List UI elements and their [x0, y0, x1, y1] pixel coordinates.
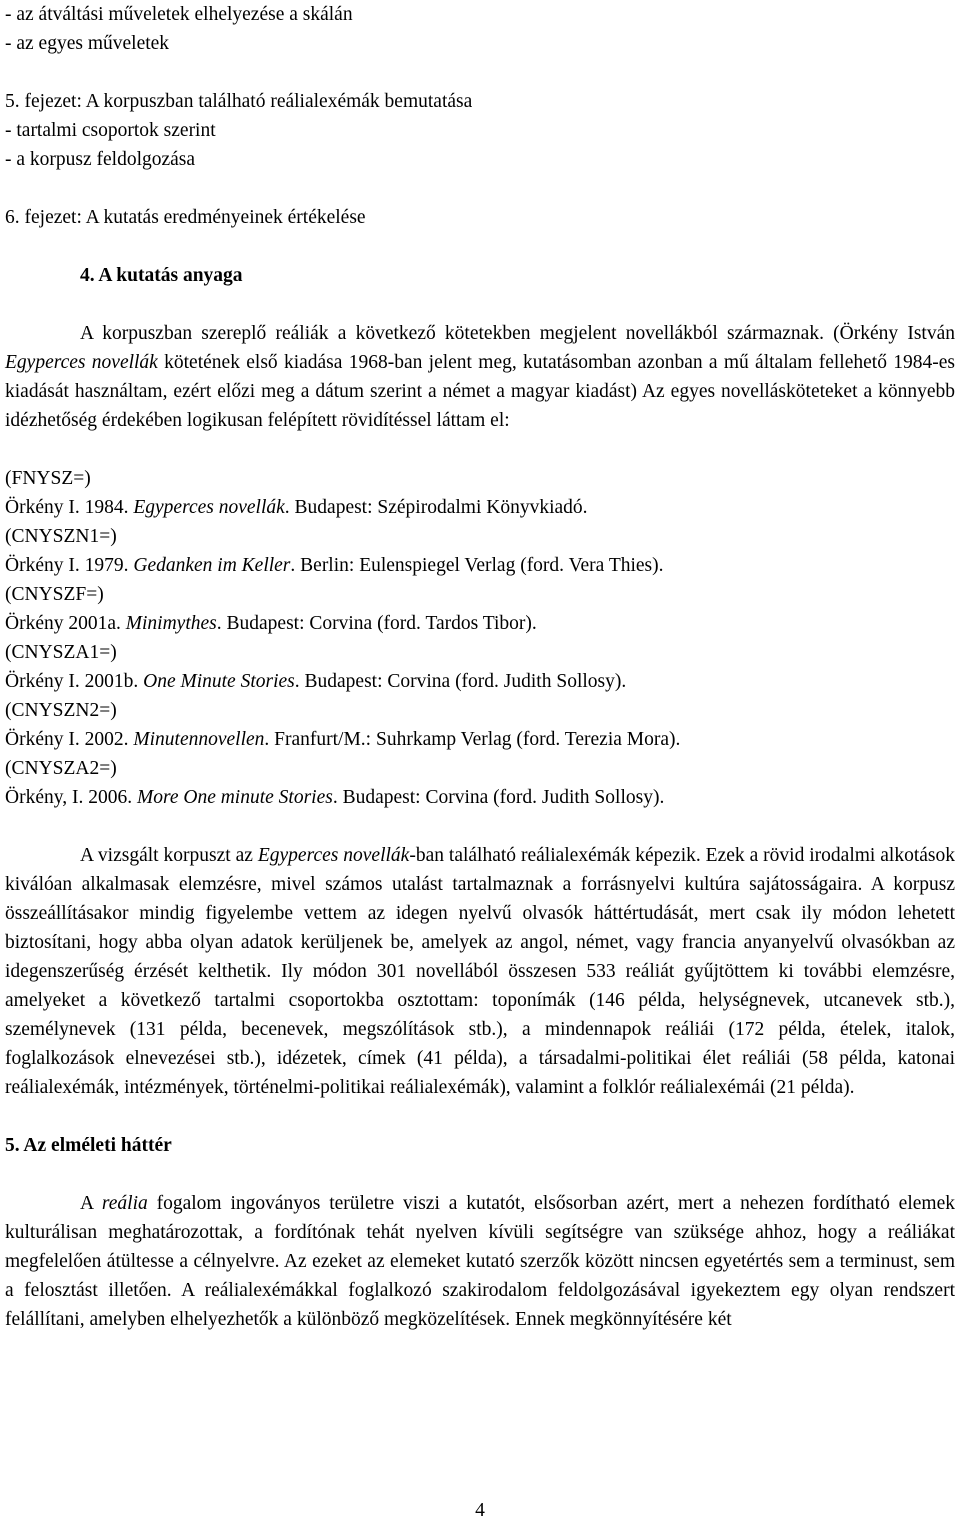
reference-author: Örkény I. 1984.: [5, 497, 134, 518]
outline-chapter: 6. fejezet: A kutatás eredményeinek értékelése: [5, 207, 366, 228]
reference-entry: [5, 493, 955, 522]
document-page: [5, 0, 955, 1334]
reference-entry: [5, 551, 955, 580]
paragraph: [5, 319, 955, 435]
reference-list: [5, 464, 955, 812]
reference-abbr: (CNYSZN2=): [5, 700, 117, 721]
reference-title: One Minute Stories: [143, 671, 295, 692]
reference-publisher: . Budapest: Szépirodalmi Könyvkiadó.: [284, 497, 588, 518]
section-heading: 4. A kutatás anyaga: [80, 265, 243, 286]
reference-entry: [5, 783, 955, 812]
reference-publisher: . Budapest: Corvina (ford. Judith Sollosy).: [332, 787, 665, 808]
reference-abbr: (CNYSZA1=): [5, 642, 117, 663]
paragraph-text: fogalom ingoványos területre viszi a kutatót, elsősorban azért, mert a nehezen fordítható elemek kulturálisan meghatározottak, a fordítónak tehát nyelven kívüli segítségre van szüksége ahhoz, hogy a reáliákat megfelelően átültesse a célnyelvre. Az ezeket az elemeket kutató szerzők között nincsen egyetértés sem a terminust, sem a felosztást illetően. A reálialexémákkal foglalkozó szakirodalom feldolgozásával igyekeztem egy olyan rendszert felállítani, amelyben elhelyezhetők a különböző megközelítések. Ennek megkönnyítésére két: [5, 1193, 955, 1330]
outline-chapter: 5. fejezet: A korpuszban található reálialexémák bemutatása: [5, 91, 473, 112]
book-title: Egyperces novellák: [5, 352, 158, 373]
paragraph-text: -ban található reálialexémák képezik. Ezek a rövid irodalmi alkotások kiválóan alkalmasak elemzésre, mivel számos utalást tartalmaznak a forrásnyelvi kultúra sajátosságaira. A korpusz összeállításakor mindig figyelembe vettem az idegen nyelvű olvasók háttértudását, mert csak ily módon lehetett biztosítani, hogy abba olyan adatok kerüljenek be, amelyek az angol, német, vagy francia anyanyelvű olvasókban az idegenszerűség érzését kelthetik. Ily módon 301 novellából összesen 533 reáliát gyűjtöttem ki további elemzésre, amelyeket a következő tartalmi csoportokba osztottam: toponímák (146 példa, helységnevek, utcanevek stb.), személynevek (131 példa, becenevek, megszólítások stb.), a mindennapok reáliái (172 példa, ételek, italok, foglalkozások elnevezései stb.), idézetek, címek (41 példa), a társadalmi-politikai élet reáliái (58 példa, katonai reálialexémák, intézmények, történelmi-politikai reálialexémák), valamint a folklór reálialexémái (21 példa).: [5, 845, 955, 1098]
reference-entry: [5, 725, 955, 754]
reference-entry: [5, 609, 955, 638]
reference-publisher: . Franfurt/M.: Suhrkamp Verlag (ford. Terezia Mora).: [264, 729, 681, 750]
reference-title: Egyperces novellák: [133, 497, 285, 518]
reference-author: Örkény I. 2001b.: [5, 671, 144, 692]
paragraph: [5, 1189, 955, 1334]
reference-abbr: (CNYSZN1=): [5, 526, 117, 547]
paragraph-text: A: [80, 1193, 102, 1214]
outline-item: - az egyes műveletek: [5, 33, 170, 54]
reference-title: Minutennovellen: [133, 729, 265, 750]
reference-author: Örkény, I. 2006.: [5, 787, 137, 808]
paragraph: [5, 841, 955, 1102]
outline-item: - az átváltási műveletek elhelyezése a skálán: [5, 4, 353, 25]
book-title: Egyperces novellák: [257, 845, 410, 866]
reference-author: Örkény 2001a.: [5, 613, 126, 634]
outline-item: - tartalmi csoportok szerint: [5, 120, 216, 141]
reference-title: Minimythes: [125, 613, 217, 634]
reference-title: More One minute Stories: [136, 787, 333, 808]
paragraph-text: A vizsgált korpuszt az: [80, 845, 258, 866]
section-heading: 5. Az elméleti háttér: [5, 1135, 172, 1156]
reference-abbr: (CNYSZA2=): [5, 758, 117, 779]
reference-abbr: (CNYSZF=): [5, 584, 104, 605]
page-number: 4: [475, 1500, 485, 1521]
outline-item: - a korpusz feldolgozása: [5, 149, 196, 170]
reference-author: Örkény I. 1979.: [5, 555, 134, 576]
reference-publisher: . Budapest: Corvina (ford. Judith Sollosy).: [294, 671, 627, 692]
reference-author: Örkény I. 2002.: [5, 729, 134, 750]
reference-entry: [5, 667, 955, 696]
reference-title: Gedanken im Keller: [133, 555, 291, 576]
reference-publisher: . Berlin: Eulenspiegel Verlag (ford. Vera Thies).: [290, 555, 664, 576]
term: reália: [101, 1193, 148, 1214]
reference-abbr: (FNYSZ=): [5, 468, 91, 489]
reference-publisher: . Budapest: Corvina (ford. Tardos Tibor).: [216, 613, 537, 634]
paragraph-text: A korpuszban szereplő reáliák a következő kötetekben megjelent novellákból származnak. (Örkény István: [80, 323, 955, 344]
paragraph-text: kötetének első kiadása 1968-ban jelent meg, kutatásomban azonban a mű általam fellehető 1984-es kiadását használtam, ezért előzi meg a dátum szerint a német a magyar kiadást) Az egyes novellásköteteket a könnyebb idézhetőség érdekében logikusan felépített rövidítéssel láttam el:: [5, 352, 955, 431]
